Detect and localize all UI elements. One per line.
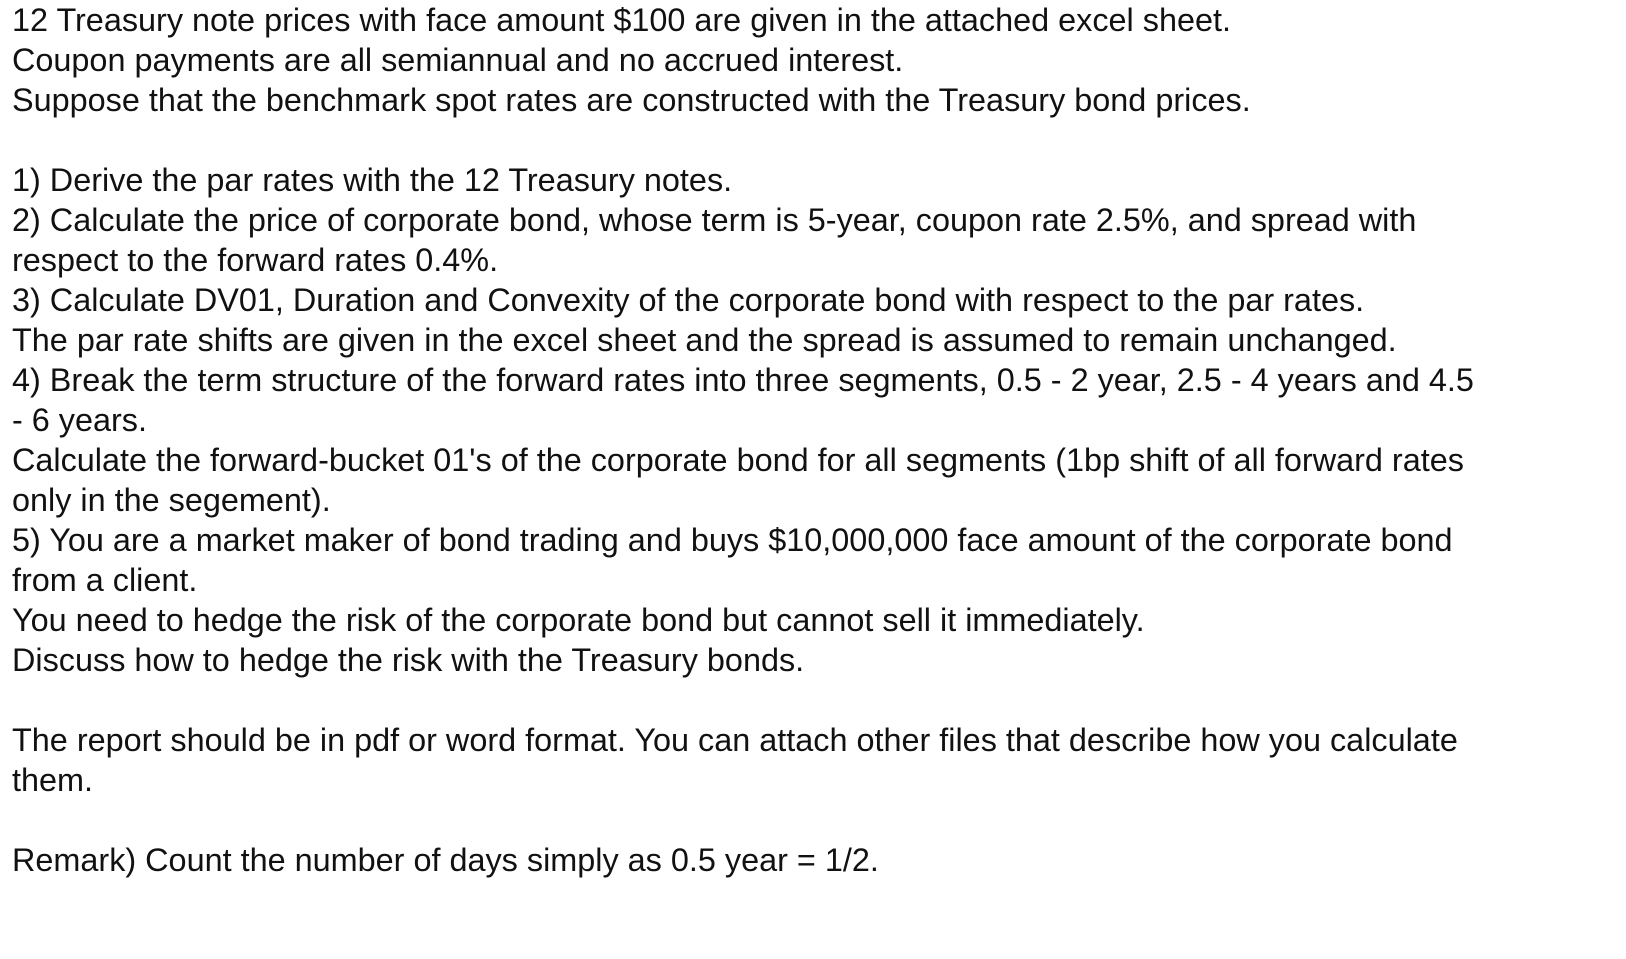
question-line: 1) Derive the par rates with the 12 Treasury notes. [12,162,733,198]
paragraph-spacer [12,680,1612,720]
question-line: from a client. [12,562,198,598]
question-line: 4) Break the term structure of the forward rates into three segments, 0.5 - 2 year, 2.5 - 4 years and 4.5 [12,362,1474,398]
intro-paragraph [12,0,1612,120]
report-note-line: them. [12,762,94,798]
question-line: 3) Calculate DV01, Duration and Convexity of the corporate bond with respect to the par rates. [12,282,1365,318]
assignment-document [12,0,1612,880]
report-note-line: The report should be in pdf or word format. You can attach other files that describe how you calculate [12,722,1458,758]
report-note [12,720,1612,800]
remark: Remark) Count the number of days simply as 0.5 year = 1/2. [12,842,879,878]
question-line: You need to hedge the risk of the corporate bond but cannot sell it immediately. [12,602,1145,638]
question-line: only in the segement). [12,482,331,518]
paragraph-spacer [12,120,1612,160]
questions-list [12,160,1612,680]
question-line: - 6 years. [12,402,148,438]
intro-line: Coupon payments are all semiannual and no accrued interest. [12,42,904,78]
question-line: 5) You are a market maker of bond trading and buys $10,000,000 face amount of the corporate bond [12,522,1453,558]
question-line: The par rate shifts are given in the excel sheet and the spread is assumed to remain unchanged. [12,322,1397,358]
question-line: 2) Calculate the price of corporate bond, whose term is 5-year, coupon rate 2.5%, and spread with [12,202,1417,238]
intro-line: 12 Treasury note prices with face amount $100 are given in the attached excel sheet. [12,2,1231,38]
paragraph-spacer [12,800,1612,840]
intro-line: Suppose that the benchmark spot rates are constructed with the Treasury bond prices. [12,82,1251,118]
question-line: Discuss how to hedge the risk with the Treasury bonds. [12,642,805,678]
question-line: Calculate the forward-bucket 01's of the corporate bond for all segments (1bp shift of all forward rates [12,442,1464,478]
question-line: respect to the forward rates 0.4%. [12,242,499,278]
